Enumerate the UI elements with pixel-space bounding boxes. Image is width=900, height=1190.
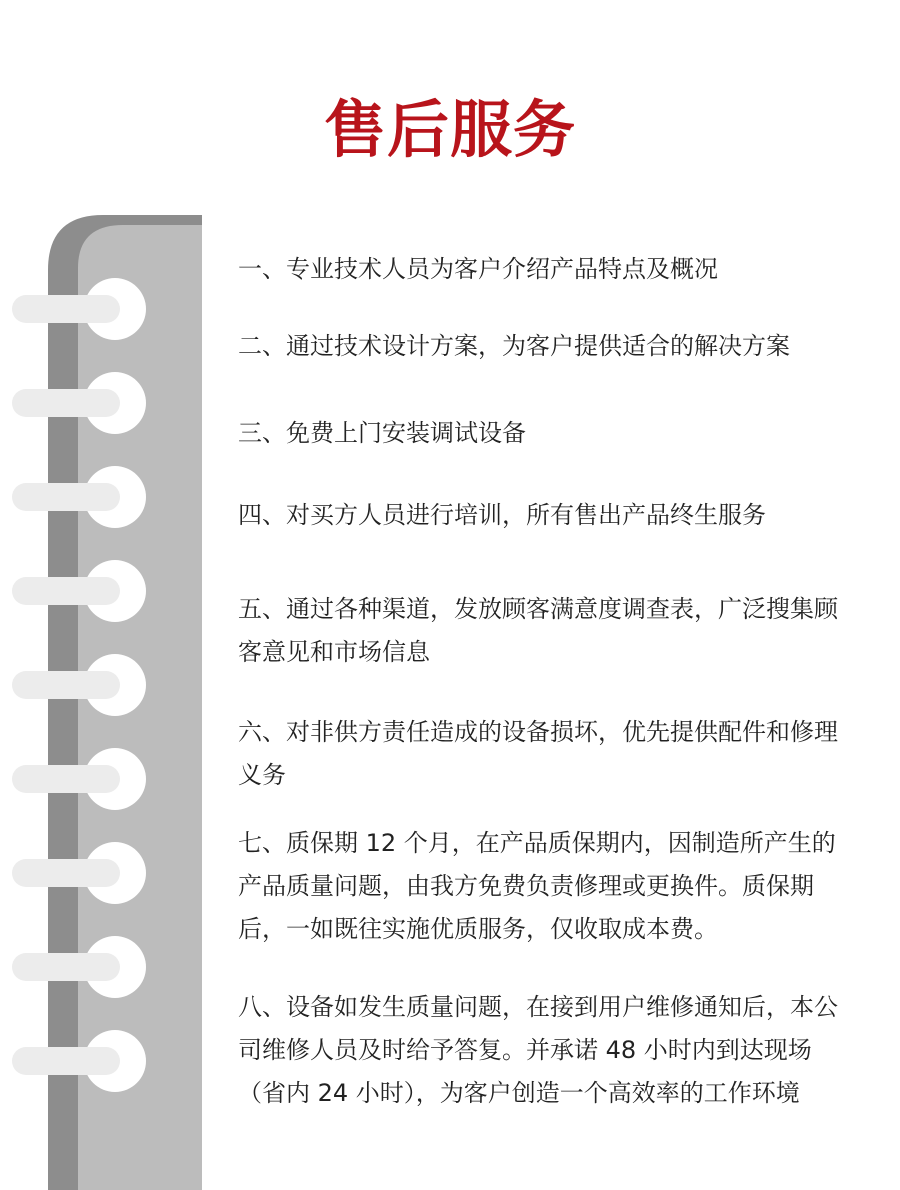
binder-ring <box>12 1047 120 1075</box>
binder-ring <box>12 765 120 793</box>
binder-ring <box>12 577 120 605</box>
list-item: 六、对非供方责任造成的设备损坏，优先提供配件和修理义务 <box>238 718 838 789</box>
notebook-binder-graphic <box>0 0 210 1190</box>
binder-ring <box>12 389 120 417</box>
binder-ring <box>12 295 120 323</box>
list-item: 八、设备如发生质量问题，在接到用户维修通知后，本公司维修人员及时给予答复。并承诺 48 小时内到达现场（省内 24 小时），为客户创造一个高效率的工作环境 <box>238 993 838 1107</box>
list-item: 五、通过各种渠道，发放顾客满意度调查表，广泛搜集顾客意见和市场信息 <box>238 595 838 666</box>
list-item: 二、通过技术设计方案，为客户提供适合的解决方案 <box>238 332 790 360</box>
binder-ring <box>12 483 120 511</box>
binder-ring <box>12 859 120 887</box>
list-item: 一、专业技术人员为客户介绍产品特点及概况 <box>238 255 718 283</box>
list-item: 三、免费上门安装调试设备 <box>238 419 526 447</box>
list-item: 四、对买方人员进行培训，所有售出产品终生服务 <box>238 501 766 529</box>
binder-ring <box>12 953 120 981</box>
binder-ring <box>12 671 120 699</box>
page-title: 售后服务 <box>323 93 576 166</box>
list-item: 七、质保期 12 个月，在产品质保期内，因制造所产生的产品质量问题，由我方免费负责修理或更换件。质保期后，一如既往实施优质服务，仅收取成本费。 <box>238 829 836 943</box>
